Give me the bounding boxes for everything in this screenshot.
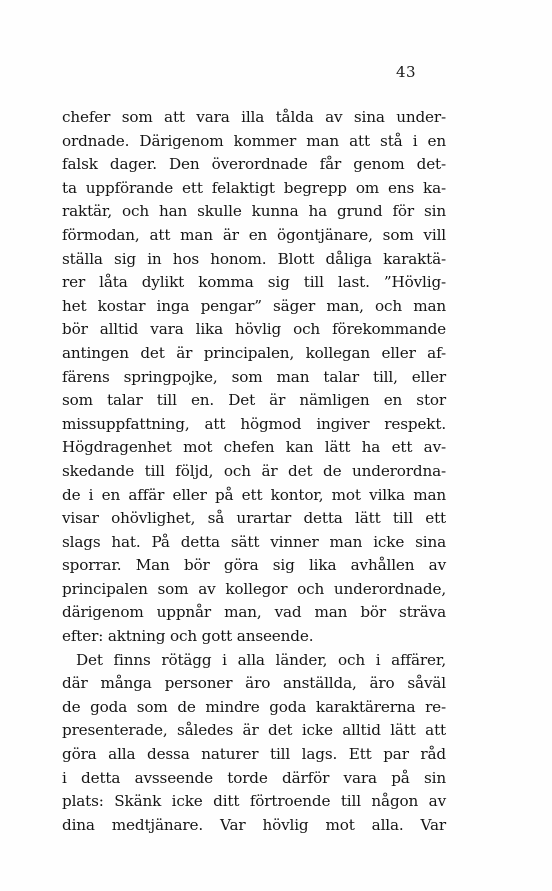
text-line: plats: Skänk icke ditt förtroende till någon av	[62, 792, 446, 811]
text-line: göra alla dessa naturer till lags. Ett par råd	[62, 745, 446, 764]
text-line: där många personer äro anställda, äro såväl	[62, 674, 446, 693]
text-line: förmodan, att man är en ögontjänare, som vill	[62, 225, 446, 244]
text-line: raktär, och han skulle kunna ha grund för sin	[62, 202, 446, 221]
text-line: Det finns rötägg i alla länder, och i affärer,	[76, 650, 446, 669]
text-line: de goda som de mindre goda karaktärerna re-	[62, 697, 446, 716]
text-line: falsk dager. Den överordnade får genom det-	[62, 155, 446, 174]
text-line: ordnade. Därigenom kommer man att stå i en	[62, 131, 446, 150]
text-line: rer låta dylikt komma sig till last. ”Hövlig-	[62, 273, 446, 292]
text-line: dina medtjänare. Var hövlig mot alla. Var	[62, 815, 446, 834]
text-line: antingen det är principalen, kollegan eller af-	[62, 343, 446, 362]
text-line: skedande till följd, och är det de underordna-	[62, 461, 446, 480]
text-line: de i en affär eller på ett kontor, mot vilka man	[62, 485, 446, 504]
text-line: visar ohövlighet, så urartar detta lätt till ett	[62, 509, 446, 528]
text-line: bör alltid vara lika hövlig och förekommande	[62, 320, 446, 339]
text-line: Högdragenhet mot chefen kan lätt ha ett av-	[62, 438, 446, 457]
text-line: principalen som av kollegor och underordnade,	[62, 579, 446, 598]
text-line: het kostar inga pengar” säger man, och man	[62, 296, 446, 315]
text-line: som talar till en. Det är nämligen en stor	[62, 391, 446, 410]
text-line: därigenom uppnår man, vad man bör sträva	[62, 603, 446, 622]
page-number: 43	[396, 63, 417, 81]
text-line: i detta avsseende torde därför vara på sin	[62, 768, 446, 787]
text-line: presenterade, således är det icke alltid lätt att	[62, 721, 446, 740]
text-line: sporrar. Man bör göra sig lika avhållen av	[62, 556, 446, 575]
text-line: slags hat. På detta sätt vinner man icke sina	[62, 532, 446, 551]
paragraph-2	[62, 649, 446, 838]
text-line: chefer som att vara illa tålda av sina under-	[62, 108, 446, 126]
body-text	[62, 106, 446, 837]
paragraph-1	[62, 106, 446, 649]
text-line: färens springpojke, som man talar till, eller	[62, 367, 446, 386]
text-line: efter: aktning och gott anseende.	[62, 627, 314, 646]
text-line: ställa sig in hos honom. Blott dåliga karaktä-	[62, 249, 446, 268]
text-line: ta uppförande ett felaktigt begrepp om ens ka-	[62, 178, 446, 197]
text-line: missuppfattning, att högmod ingiver respekt.	[62, 414, 446, 433]
